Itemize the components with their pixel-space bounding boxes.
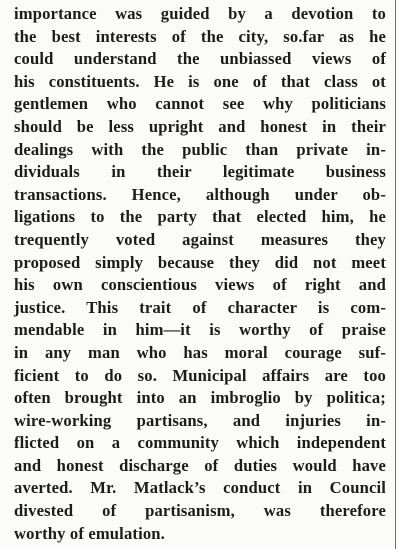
text-line: importance was guided by a devotion to bbox=[14, 4, 386, 23]
text-line: trequently voted against measures they bbox=[14, 229, 386, 249]
text-line: often brought into an imbroglio by politica; bbox=[14, 388, 386, 408]
text-line: flicted on a community which independent bbox=[14, 433, 386, 453]
text-line: transactions. Hence, although under ob- bbox=[14, 184, 386, 204]
text-line: dividuals in their legitimate business bbox=[14, 162, 386, 182]
text-line: ficient to do so. Municipal affairs are too bbox=[14, 365, 386, 385]
column-rule bbox=[395, 0, 396, 549]
text-line: could understand the unbiassed views of bbox=[14, 49, 386, 69]
text-line: dealings with the public than private in- bbox=[14, 139, 386, 159]
text-line: and honest discharge of duties would have bbox=[14, 455, 386, 475]
text-line: ligations to the party that elected him, he bbox=[14, 207, 386, 227]
text-line: divested of partisanism, was therefore bbox=[14, 501, 386, 521]
text-line: gentlemen who cannot see why politicians bbox=[14, 94, 386, 114]
text-line: worthy of emulation. bbox=[14, 523, 165, 543]
text-line: the best interests of the city, so.far as he bbox=[14, 26, 386, 46]
text-line: wire-working partisans, and injuries in- bbox=[14, 410, 386, 430]
text-line: justice. This trait of character is com- bbox=[14, 297, 386, 317]
text-line: his own conscientious views of right and bbox=[14, 275, 386, 295]
text-line: in any man who has moral courage suf- bbox=[14, 342, 386, 362]
text-line: proposed simply because they did not meet bbox=[14, 252, 386, 272]
text-line: should be less upright and honest in their bbox=[14, 116, 386, 136]
article-column bbox=[14, 3, 386, 545]
text-line: his constituents. He is one of that class ot bbox=[14, 71, 386, 91]
text-line: mendable in him—it is worthy of praise bbox=[14, 320, 386, 340]
text-line: averted. Mr. Matlack’s conduct in Council bbox=[14, 478, 386, 498]
